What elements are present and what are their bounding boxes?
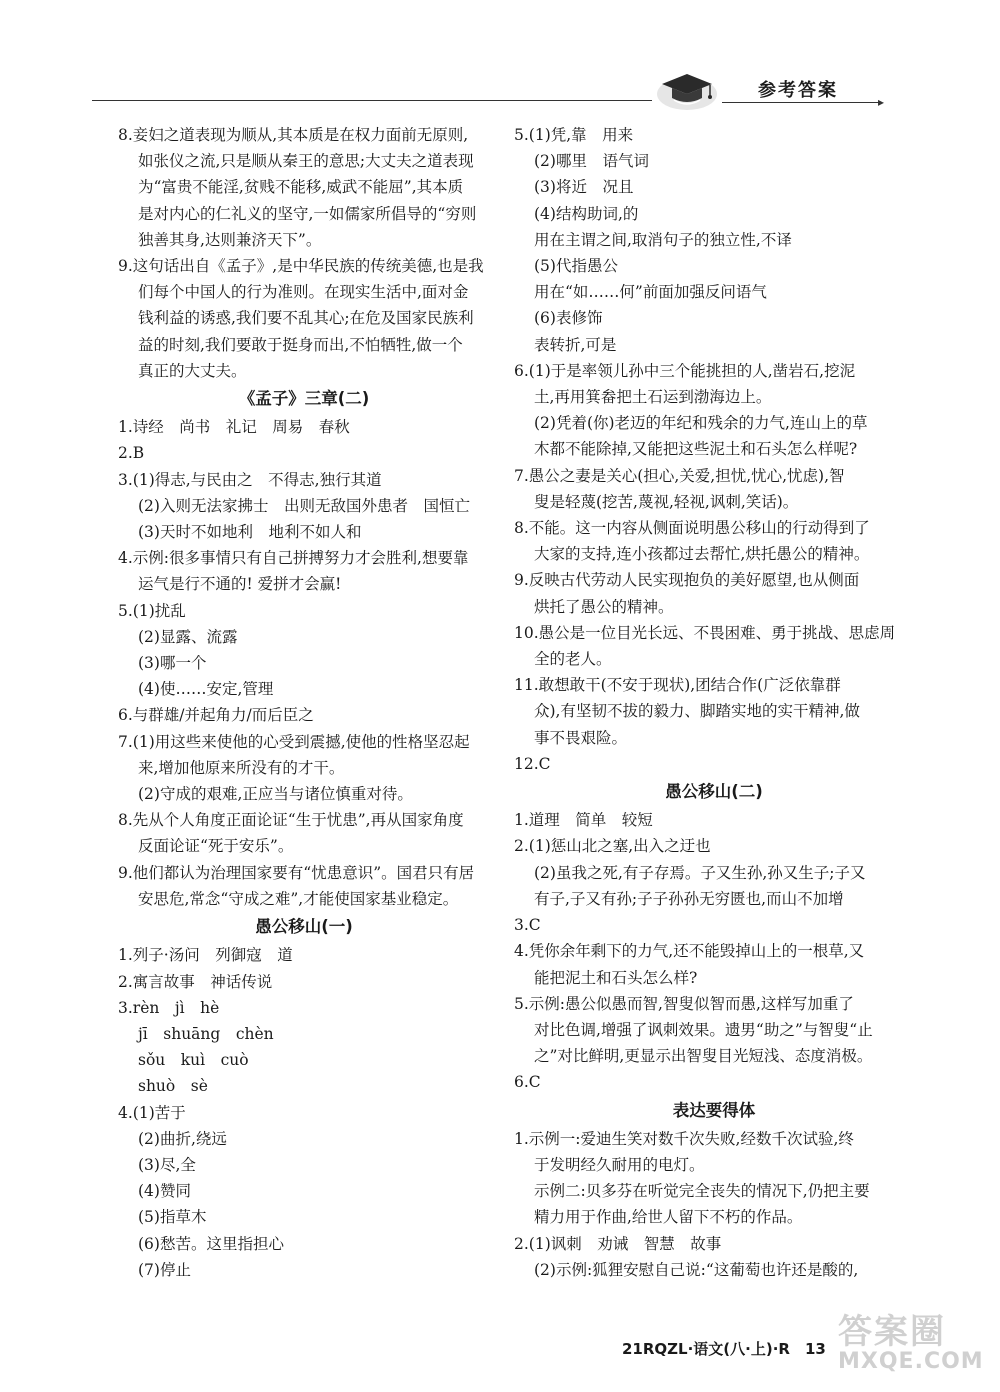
answer-line: 安思危,常念“守成之难”,才能使国家基业稳定。 [138, 889, 459, 908]
answer-line: 反面论证“死于安乐”。 [138, 837, 294, 856]
answer-line: 6.(1)于是率领儿孙中三个能挑担的人,凿岩石,挖泥 [514, 361, 856, 380]
answer-line: 用在主谓之间,取消句子的独立性,不译 [534, 230, 792, 249]
answer-line: (6)表修饰 [534, 309, 603, 328]
watermark-text: 答案圈 [838, 1312, 946, 1352]
answer-line: (5)指草木 [138, 1208, 207, 1227]
answer-line: (2)哪里 语气词 [534, 152, 649, 171]
answer-line: 4.示例:很多事情只有自己拼搏努力才会胜利,想要靠 [118, 549, 469, 568]
answer-line: 1.道理 简单 较短 [514, 811, 653, 830]
answer-line: (2)凭着(你)老迈的年纪和残余的力气,连山上的草 [534, 414, 868, 433]
answer-line: (3)将近 况且 [534, 178, 634, 197]
section-heading: 《孟子》三章(二) [238, 389, 370, 409]
answer-line: 9.反映古代劳动人民实现抱负的美好愿望,也从侧面 [514, 571, 860, 590]
answer-line: 6.C [514, 1073, 541, 1092]
right-column [514, 122, 914, 1283]
answer-line: 是对内心的仁礼义的坚守,一如儒家所倡导的“穷则 [138, 204, 477, 223]
answer-line: (2)显露、流露 [138, 627, 238, 646]
answer-line: 对比色调,增强了讽刺效果。遗男“助之”与智叟“止 [534, 1020, 873, 1039]
answer-line: 3.C [514, 916, 541, 935]
answer-line: 9.这句话出自《孟子》,是中华民族的传统美德,也是我 [118, 257, 484, 276]
answer-line: 5.示例:愚公似愚而智,智叟似智而愚,这样写加重了 [514, 994, 854, 1013]
answer-line: 7.愚公之妻是关心(担心,关爱,担忧,忧心,忧虑),智 [514, 466, 845, 485]
answer-line: 运气是行不通的! 爱拼才会赢! [138, 575, 342, 594]
answer-line: 精力用于作曲,给世人留下不朽的作品。 [534, 1208, 803, 1227]
answer-line: 2.B [118, 444, 145, 463]
answer-line: 5.(1)凭,靠 用来 [514, 126, 634, 144]
answer-line: 9.他们都认为治理国家要有“忧患意识”。国君只有居 [118, 863, 475, 882]
answer-line: 1.示例一:爱迪生笑对数千次失败,经数千次试验,终 [514, 1129, 854, 1148]
answer-line: 示例二:贝多芬在听觉完全丧失的情况下,仍把主要 [534, 1182, 870, 1201]
watermark-logo [838, 1304, 988, 1384]
arrow-right-icon: ▸ [878, 95, 885, 109]
answer-line: 1.诗经 尚书 礼记 周易 春秋 [118, 418, 350, 437]
answer-line: 2.寓言故事 神话传说 [118, 972, 273, 991]
answer-line: 有子,子又有孙;子子孙孙无穷匮也,而山不加增 [534, 889, 844, 908]
answer-line: 大家的支持,连小孩都过去帮忙,烘托愚公的精神。 [534, 545, 870, 564]
answer-line: (2)入则无法家拂士 出则无敌国外患者 国恒亡 [138, 496, 470, 515]
graduation-cap-icon [654, 64, 720, 112]
answer-line: (7)停止 [138, 1260, 191, 1279]
answer-line: 1.列子·汤问 列御寇 道 [118, 946, 293, 965]
answer-line: (2)曲折,绕远 [138, 1129, 227, 1148]
answer-line: (2)虽我之死,有子存焉。子又生孙,孙又生子;子又 [534, 863, 866, 882]
answer-line: (3)天时不如地利 地利不如人和 [138, 523, 362, 542]
section-heading: 愚公移山(二) [665, 782, 763, 802]
answer-line: 2.(1)惩山北之塞,出入之迂也 [514, 837, 711, 856]
section-heading: 表达要得体 [672, 1100, 756, 1120]
answer-line: 用在“如……何”前面加强反问语气 [534, 283, 767, 302]
answer-line: 10.愚公是一位目光长远、不畏困难、勇于挑战、思虑周 [514, 623, 896, 642]
answer-line: 来,增加他原来所没有的才干。 [138, 758, 345, 777]
answer-line: 钱利益的诱惑,我们要不乱其心;在危及国家民族利 [138, 309, 474, 328]
answer-line: 于发明经久耐用的电灯。 [534, 1155, 705, 1174]
answer-line: (2)示例:狐狸安慰自己说:“这葡萄也许还是酸的, [534, 1260, 859, 1279]
section-heading: 愚公移山(一) [255, 917, 353, 937]
answer-line: shuò sè [138, 1077, 208, 1096]
answer-line: (6)愁苦。这里指担心 [138, 1234, 284, 1253]
answer-line: 11.敢想敢干(不安于现状),团结合作(广泛依靠群 [514, 676, 841, 695]
answer-line: (3)哪一个 [138, 654, 207, 673]
page-footer: 21RQZL·语文(八·上)·R 13 [622, 1340, 826, 1358]
answer-line: 4.(1)苦于 [118, 1103, 186, 1122]
answer-line: (2)守成的艰难,正应当与诸位慎重对待。 [138, 785, 413, 804]
answer-line: 3.(1)得志,与民由之 不得志,独行其道 [118, 470, 382, 489]
answer-line: 如张仪之流,只是顺从秦王的意思;大丈夫之道表现 [138, 152, 474, 171]
answer-line: 全的老人。 [534, 650, 612, 669]
answer-line: 事不畏艰险。 [534, 728, 628, 747]
answer-line: 12.C [514, 754, 551, 773]
watermark-url: MXQE.COM [838, 1349, 984, 1374]
answer-line: 真正的大丈夫。 [138, 361, 247, 380]
answer-line: (5)代指愚公 [534, 257, 618, 276]
answer-line: 烘托了愚公的精神。 [534, 597, 674, 616]
answer-line: 众),有坚韧不拔的毅力、脚踏实地的实干精神,做 [534, 702, 860, 721]
answer-line: (4)赞同 [138, 1182, 191, 1201]
header-rule [92, 100, 652, 101]
answer-line: 益的时刻,我们要敢于挺身而出,不怕牺牲,做一个 [138, 335, 463, 354]
answer-line: (3)尽,全 [138, 1155, 196, 1174]
answer-line: (4)使……安定,管理 [138, 680, 274, 699]
answer-line: 3.rèn jì hè [118, 998, 220, 1017]
header-title: 参考答案 [758, 80, 838, 101]
answer-line: 7.(1)用这些来使他的心受到震撼,使他的性格坚忍起 [118, 732, 470, 751]
answer-line: 土,再用箕畚把土石运到渤海边上。 [534, 388, 772, 407]
answer-line: sǒu kuì cuò [138, 1051, 249, 1070]
answer-line: 叟是轻蔑(挖苦,蔑视,轻视,讽刺,笑话)。 [534, 492, 799, 511]
answer-line: 5.(1)扰乱 [118, 601, 186, 620]
answer-line: 表转折,可是 [534, 335, 617, 354]
answer-line: 为“富贵不能淫,贫贱不能移,威武不能屈”,其本质 [138, 178, 464, 197]
answer-line: 能把泥土和石头怎么样? [534, 968, 698, 987]
answer-line: 们每个中国人的行为准则。在现实生活中,面对金 [138, 283, 469, 302]
answer-line: 6.与群雄/并起角力/而后臣之 [118, 706, 314, 725]
answer-line: (4)结构助词,的 [534, 204, 639, 223]
answer-line: jī shuāng chèn [138, 1024, 274, 1043]
answer-line: 之”对比鲜明,更显示出智叟目光短浅、态度消极。 [534, 1047, 873, 1066]
header-rule-right [722, 102, 882, 103]
answer-line: 8.妾妇之道表现为顺从,其本质是在权力面前无原则, [118, 126, 469, 144]
answer-line: 4.凭你余年剩下的力气,还不能毁掉山上的一根草,又 [514, 942, 865, 961]
answer-line: 独善其身,达则兼济天下”。 [138, 230, 322, 249]
answer-line: 8.不能。这一内容从侧面说明愚公移山的行动得到了 [514, 519, 870, 538]
left-column [118, 122, 490, 1283]
answer-line: 8.先从个人角度正面论证“生于忧患”,再从国家角度 [118, 811, 464, 830]
answer-line: 木都不能除掉,又能把这些泥土和石头怎么样呢? [534, 440, 858, 459]
answer-line: 2.(1)讽刺 劝诫 智慧 故事 [514, 1234, 722, 1253]
